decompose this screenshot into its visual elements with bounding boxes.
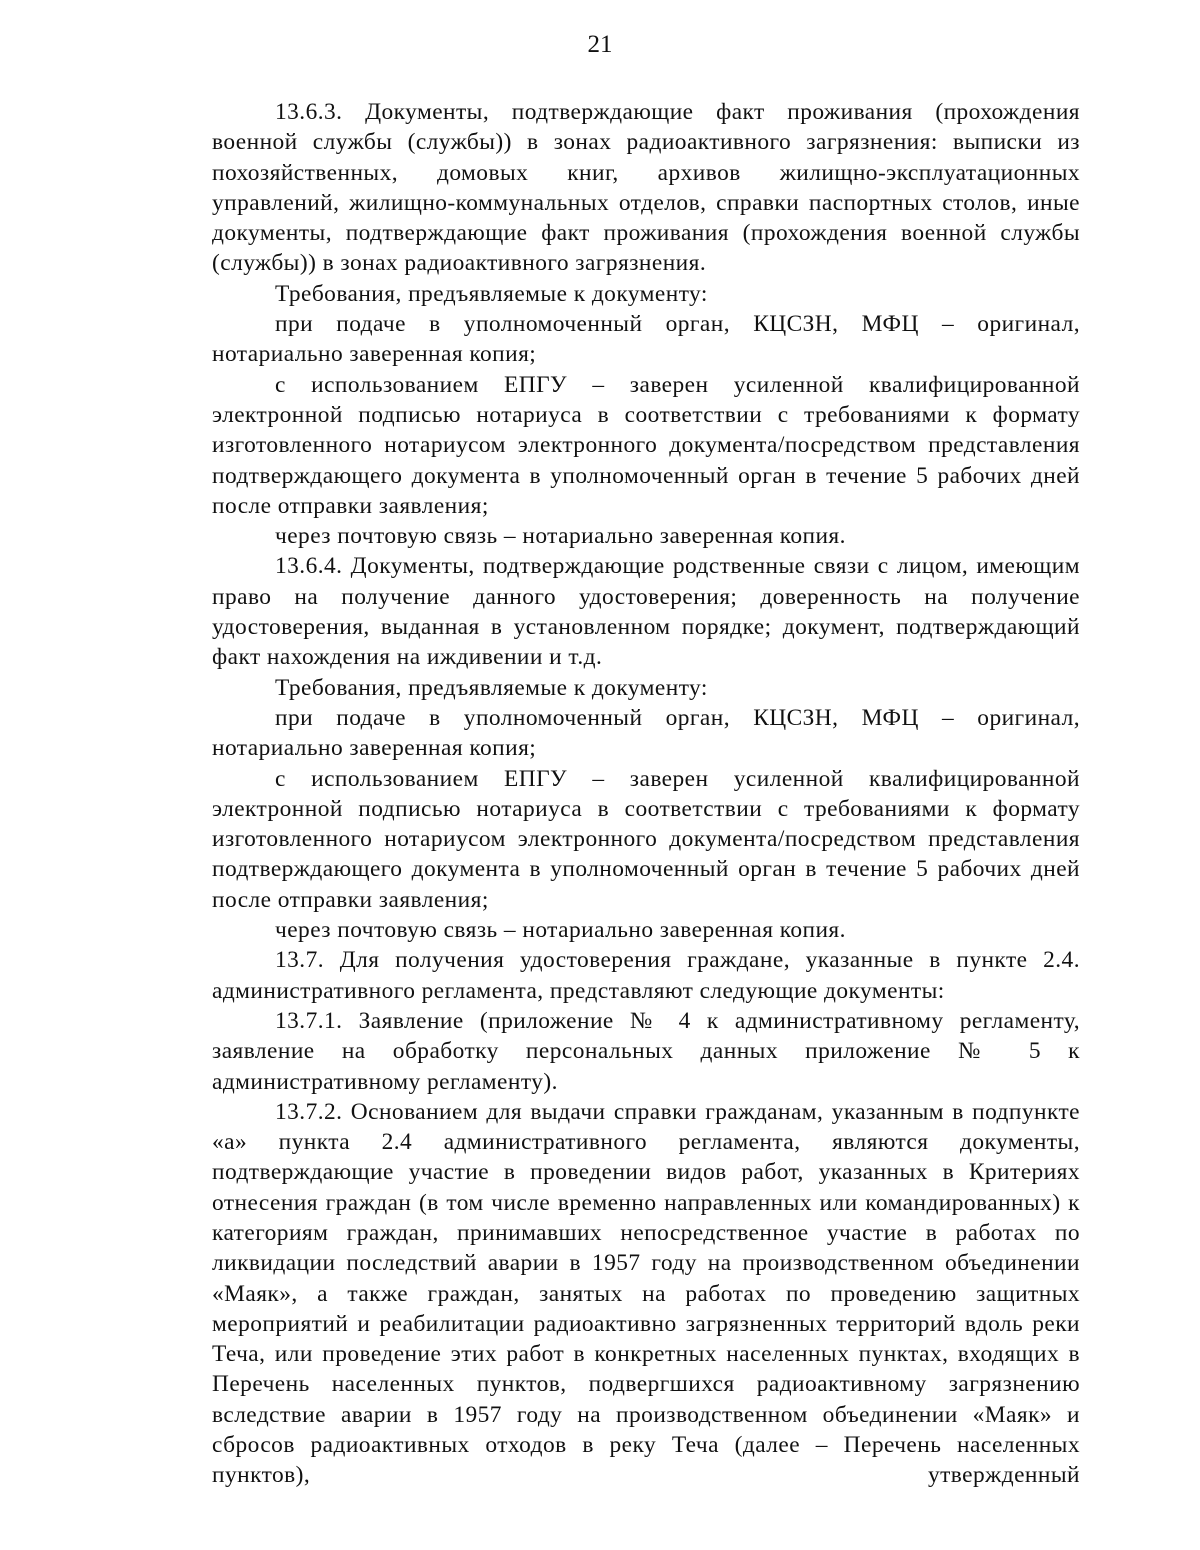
paragraph-requirement-epgu: с использованием ЕПГУ – заверен усиленной квалифицированной электронной подписью нотариуса в соответствии с требованиями к формату изготовленного нотариусом электронного документа/посредством представления подтверждающего документа в уполномоченный орган в течение 5 рабочих дней после отправки заявления; xyxy=(212,371,1080,519)
paragraph-requirements-heading: Требования, предъявляемые к документу: xyxy=(275,280,708,307)
paragraph-requirement-post: через почтовую связь – нотариально заверенная копия. xyxy=(275,917,846,944)
paragraph-requirement-epgu: с использованием ЕПГУ – заверен усиленной квалифицированной электронной подписью нотариуса в соответствии с требованиями к формату изготовленного нотариусом электронного документа/посредством представления подтверждающего документа в уполномоченный орган в течение 5 рабочих дней после отправки заявления; xyxy=(212,765,1080,913)
paragraph-13-7-1: 13.7.1. Заявление (приложение № 4 к административному регламенту, заявление на обработку персональных данных приложение № 5 к административному регламенту). xyxy=(212,1007,1080,1095)
paragraph-requirements-heading: Требования, предъявляемые к документу: xyxy=(275,674,708,701)
paragraph-13-6-3: 13.6.3. Документы, подтверждающие факт проживания (прохождения военной службы (службы)) в зонах радиоактивного загрязнения: выписки из похозяйственных, домовых книг, архивов жилищно-эксплуатационных управлений, жилищно-коммунальных отделов, справки паспортных столов, иные документы, подтверждающие факт проживания (прохождения военной службы (службы)) в зонах радиоактивного загрязнения. xyxy=(212,99,1080,277)
paragraph-requirement-post: через почтовую связь – нотариально заверенная копия. xyxy=(275,523,846,550)
page-number: 21 xyxy=(587,31,613,58)
document-body xyxy=(212,97,1080,1491)
paragraph-requirement-office: при подаче в уполномоченный орган, КЦСЗН, МФЦ – оригинал, нотариально заверенная копия; xyxy=(212,704,1080,762)
paragraph-13-7-2: 13.7.2. Основанием для выдачи справки гражданам, указанным в подпункте «а» пункта 2.4 административного регламента, являются документы, подтверждающие участие в проведении видов работ, указанных в Критериях отнесения граждан (в том числе временно направленных или командированных) к категориям граждан, принимавших непосредственное участие в работах по ликвидации последствий аварии в 1957 году на производственном объединении «Маяк», а также граждан, занятых на работах по проведению защитных мероприятий и реабилитации радиоактивно загрязненных территорий вдоль реки Теча, или проведение этих работ в конкретных населенных пунктах, входящих в Перечень населенных пунктов, подвергшихся радиоактивному загрязнению вследствие аварии в 1957 году на производственном объединении «Маяк» и сбросов радиоактивных отходов в реку Теча (далее – Перечень населенных пунктов), утвержденный xyxy=(212,1098,1080,1489)
paragraph-13-7: 13.7. Для получения удостоверения граждане, указанные в пункте 2.4. административного регламента, представляют следующие документы: xyxy=(212,947,1080,1004)
paragraph-requirement-office: при подаче в уполномоченный орган, КЦСЗН, МФЦ – оригинал, нотариально заверенная копия; xyxy=(212,311,1080,368)
paragraph-13-6-4: 13.6.4. Документы, подтверждающие родственные связи с лицом, имеющим право на получение данного удостоверения; доверенность на получение удостоверения, выданная в установленном порядке; документ, подтверждающий факт нахождения на иждивении и т.д. xyxy=(212,553,1080,671)
